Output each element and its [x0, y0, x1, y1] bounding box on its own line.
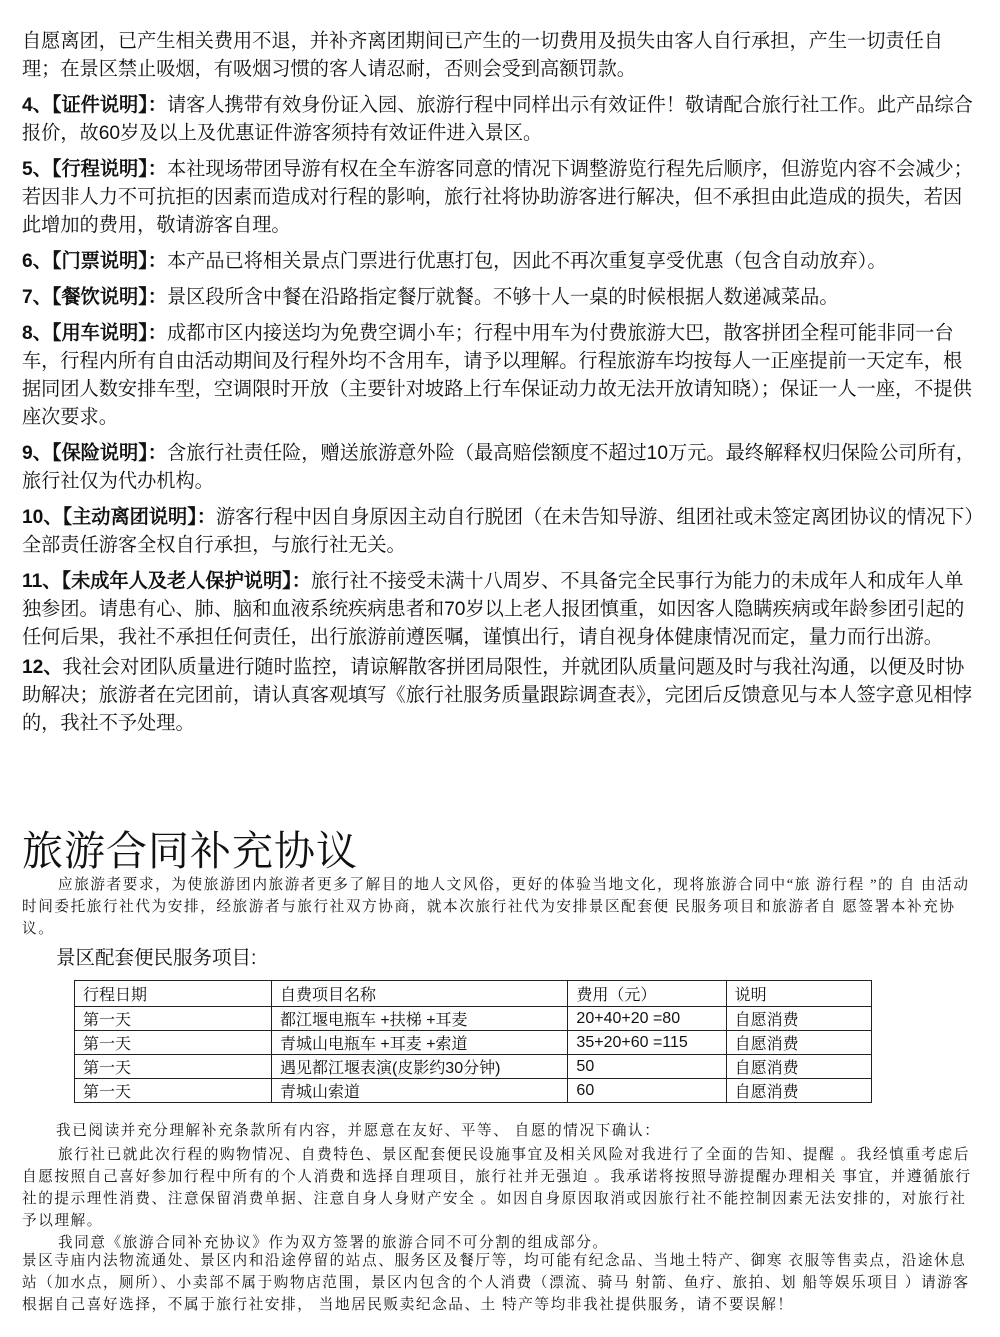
table-header-fee: 费用（元）	[568, 981, 726, 1007]
agreement-title: 旅游合同补充协议	[22, 828, 358, 874]
terms-intro: 自愿离团，已产生相关费用不退，并补齐离团期间已产生的一切费用及损失由客人自行承担，产生一切责任自理；在景区禁止吸烟，有吸烟习惯的客人请忍耐，否则会受到高额罚款。	[22, 31, 943, 80]
table-cell: 35+20+60 =115	[568, 1031, 726, 1055]
term-item-6	[22, 248, 980, 276]
table-cell: 60	[568, 1079, 726, 1103]
table-header-item: 自费项目名称	[271, 981, 567, 1007]
term-heading: 【行程说明】：	[51, 159, 167, 180]
table-row	[75, 1007, 872, 1031]
acknowledgement-paragraph: 旅行社已就此次行程的购物情况、自费特色、景区配套便民设施事宜及相关风险对我进行了全面的告知、提醒 。我经慎重考虑后自愿按照自己喜好参加行程中所有的个人消费和选择自理项目，旅行社并无强迫 。我承诺将按照导游提醒办理相关 事宜，并遵循旅行社的提示理性消费、注意保留消费单据、注意自身人身财产安全 。如因自身原因取消或因旅行社不能控制因素无法安排的，对旅行社予以理解。	[22, 1147, 972, 1229]
term-text: 景区段所含中餐在沿路指定餐厅就餐。不够十人一桌的时候根据人数递减菜品。	[166, 287, 839, 308]
table-row	[75, 1031, 872, 1055]
terms-section	[22, 28, 980, 738]
confirmation-statement: 我已阅读并充分理解补充条款所有内容，并愿意在友好、平等、 自愿的情况下确认：	[56, 1123, 661, 1139]
term-text: 请客人携带有效身份证入园、旅游行程中同样出示有效证件！敬请配合旅行社工作。此产品综合报价，故60岁及以上及优惠证件游客须持有效证件进入景区。	[22, 95, 973, 144]
service-section-heading: 景区配套便民服务项目:	[56, 947, 257, 969]
service-items-table	[74, 980, 872, 1103]
term-number: 8、	[22, 323, 52, 344]
term-item-10	[22, 504, 980, 560]
term-heading: 【门票说明】：	[51, 251, 167, 272]
term-number: 6、	[22, 251, 52, 272]
table-cell: 自愿消费	[726, 1055, 871, 1079]
table-header-note: 说明	[726, 981, 871, 1007]
term-heading: 【用车说明】：	[51, 323, 167, 344]
table-cell: 第一天	[75, 1031, 272, 1055]
term-number: 9、	[22, 443, 52, 464]
table-cell: 都江堰电瓶车 +扶梯 +耳麦	[271, 1007, 567, 1031]
table-row	[75, 1079, 872, 1103]
term-text: 本产品已将相关景点门票进行优惠打包，因此不再次重复享受优惠（包含自动放弃）。	[166, 251, 887, 272]
term-heading: 【餐饮说明】：	[51, 287, 167, 308]
term-text: 我社会对团队质量进行随时监控，请谅解散客拼团局限性，并就团队质量问题及时与我社沟通，以便及时协助解决；旅游者在完团前，请认真客观填写《旅行社服务质量跟踪调查表》，完团后反馈意见与本人签字意见相悖的，我社不予处理。	[22, 657, 972, 734]
term-text: 游客行程中因自身原因主动自行脱团（在未告知导游、组团社或未签定离团协议的情况下）全部责任游客全权自行承担，与旅行社无关。	[22, 507, 974, 556]
term-number: 11、	[22, 571, 62, 592]
table-cell: 青城山索道	[271, 1079, 567, 1103]
term-number: 12、	[22, 657, 63, 678]
term-number: 10、	[22, 507, 63, 528]
table-cell: 自愿消费	[726, 1031, 871, 1055]
term-text: 成都市区内接送均为免费空调小车；行程中用车为付费旅游大巴，散客拼团全程可能非同一台车，行程内所有自由活动期间及行程外均不含用车，请予以理解。行程旅游车均按每人一正座提前一天定车，根据同团人数安排车型，空调限时开放（主要针对坡路上行车保证动力故无法开放请知晓）；保证一人一座，不提供座次要求。	[22, 323, 972, 428]
term-text: 旅行社不接受未满十八周岁、不具备完全民事行为能力的未成年人和成年人单独参团。请患有心、肺、脑和血液系统疾病患者和70岁以上老人报团慎重，如因客人隐瞒疾病或年龄参团引起的任何后果，我社不承担任何责任，出行旅游前遵医嘱，谨慎出行，请自视身体健康情况而定，量力而行出游。	[22, 571, 965, 648]
table-cell: 青城山电瓶车 +耳麦 +索道	[271, 1031, 567, 1055]
agreement-preamble: 应旅游者要求，为使旅游团内旅游者更多了解目的地人文风俗，更好的体验当地文化，现将旅游合同中“旅 游行程 ”的 自 由活动时间委托旅行社代为安排，经旅游者与旅行社双方协商，就本次旅行社代为安排景区配套便 民服务项目和旅游者自 愿签署本补充协议。	[22, 877, 970, 937]
term-item-12	[22, 654, 980, 738]
table-cell: 第一天	[75, 1007, 272, 1031]
term-text: 本社现场带团导游有权在全车游客同意的情况下调整游览行程先后顺序，但游览内容不会减少；若因非人力不可抗拒的因素而造成对行程的影响，旅行社将协助游客进行解决，但不承担由此造成的损失，若因此增加的费用，敬请游客自理。	[22, 159, 973, 236]
term-heading: 【未成年人及老人保护说明】：	[61, 571, 311, 592]
term-number: 4、	[22, 95, 52, 116]
shopping-disclaimer: 景区寺庙内法物流通处、景区内和沿途停留的站点、服务区及餐厅等，均可能有纪念品、当地土特产、御寒 衣服等售卖点，沿途休息站（加水点，厕所）、小卖部不属于购物店范围，景区内包含的个人消费（漂流、骑马 射箭、鱼疗、旅拍、划 船等娱乐项目 ）请游客根据自己喜好选择，不属于旅行社安排， 当地居民贩卖纪念品、土 特产等均非我社提供服务，请不要误解！	[22, 1253, 970, 1313]
table-cell: 自愿消费	[726, 1007, 871, 1031]
term-item-8	[22, 320, 980, 432]
table-cell: 20+40+20 =80	[568, 1007, 726, 1031]
term-text: 含旅行社责任险，赠送旅游意外险（最高赔偿额度不超过10万元。最终解释权归保险公司所有，旅行社仅为代办机构。	[22, 443, 976, 492]
term-number: 5、	[22, 159, 52, 180]
agreement-clause: 我同意《旅游合同补充协议》作为双方签署的旅游合同不可分割的组成部分。	[58, 1235, 609, 1251]
term-item-5	[22, 156, 980, 240]
term-number: 7、	[22, 287, 52, 308]
term-heading: 【主动离团说明】：	[62, 507, 217, 528]
term-heading: 【保险说明】：	[51, 443, 167, 464]
table-header-row	[75, 981, 872, 1007]
term-item-9	[22, 440, 980, 496]
term-item-4	[22, 92, 980, 148]
table-cell: 自愿消费	[726, 1079, 871, 1103]
table-cell: 50	[568, 1055, 726, 1079]
table-row	[75, 1055, 872, 1079]
table-header-date: 行程日期	[75, 981, 272, 1007]
term-item-7	[22, 284, 980, 312]
term-item-11	[22, 568, 980, 652]
table-cell: 遇见都江堰表演(皮影约30分钟)	[271, 1055, 567, 1079]
table-cell: 第一天	[75, 1079, 272, 1103]
term-heading: 【证件说明】：	[51, 95, 167, 116]
table-cell: 第一天	[75, 1055, 272, 1079]
